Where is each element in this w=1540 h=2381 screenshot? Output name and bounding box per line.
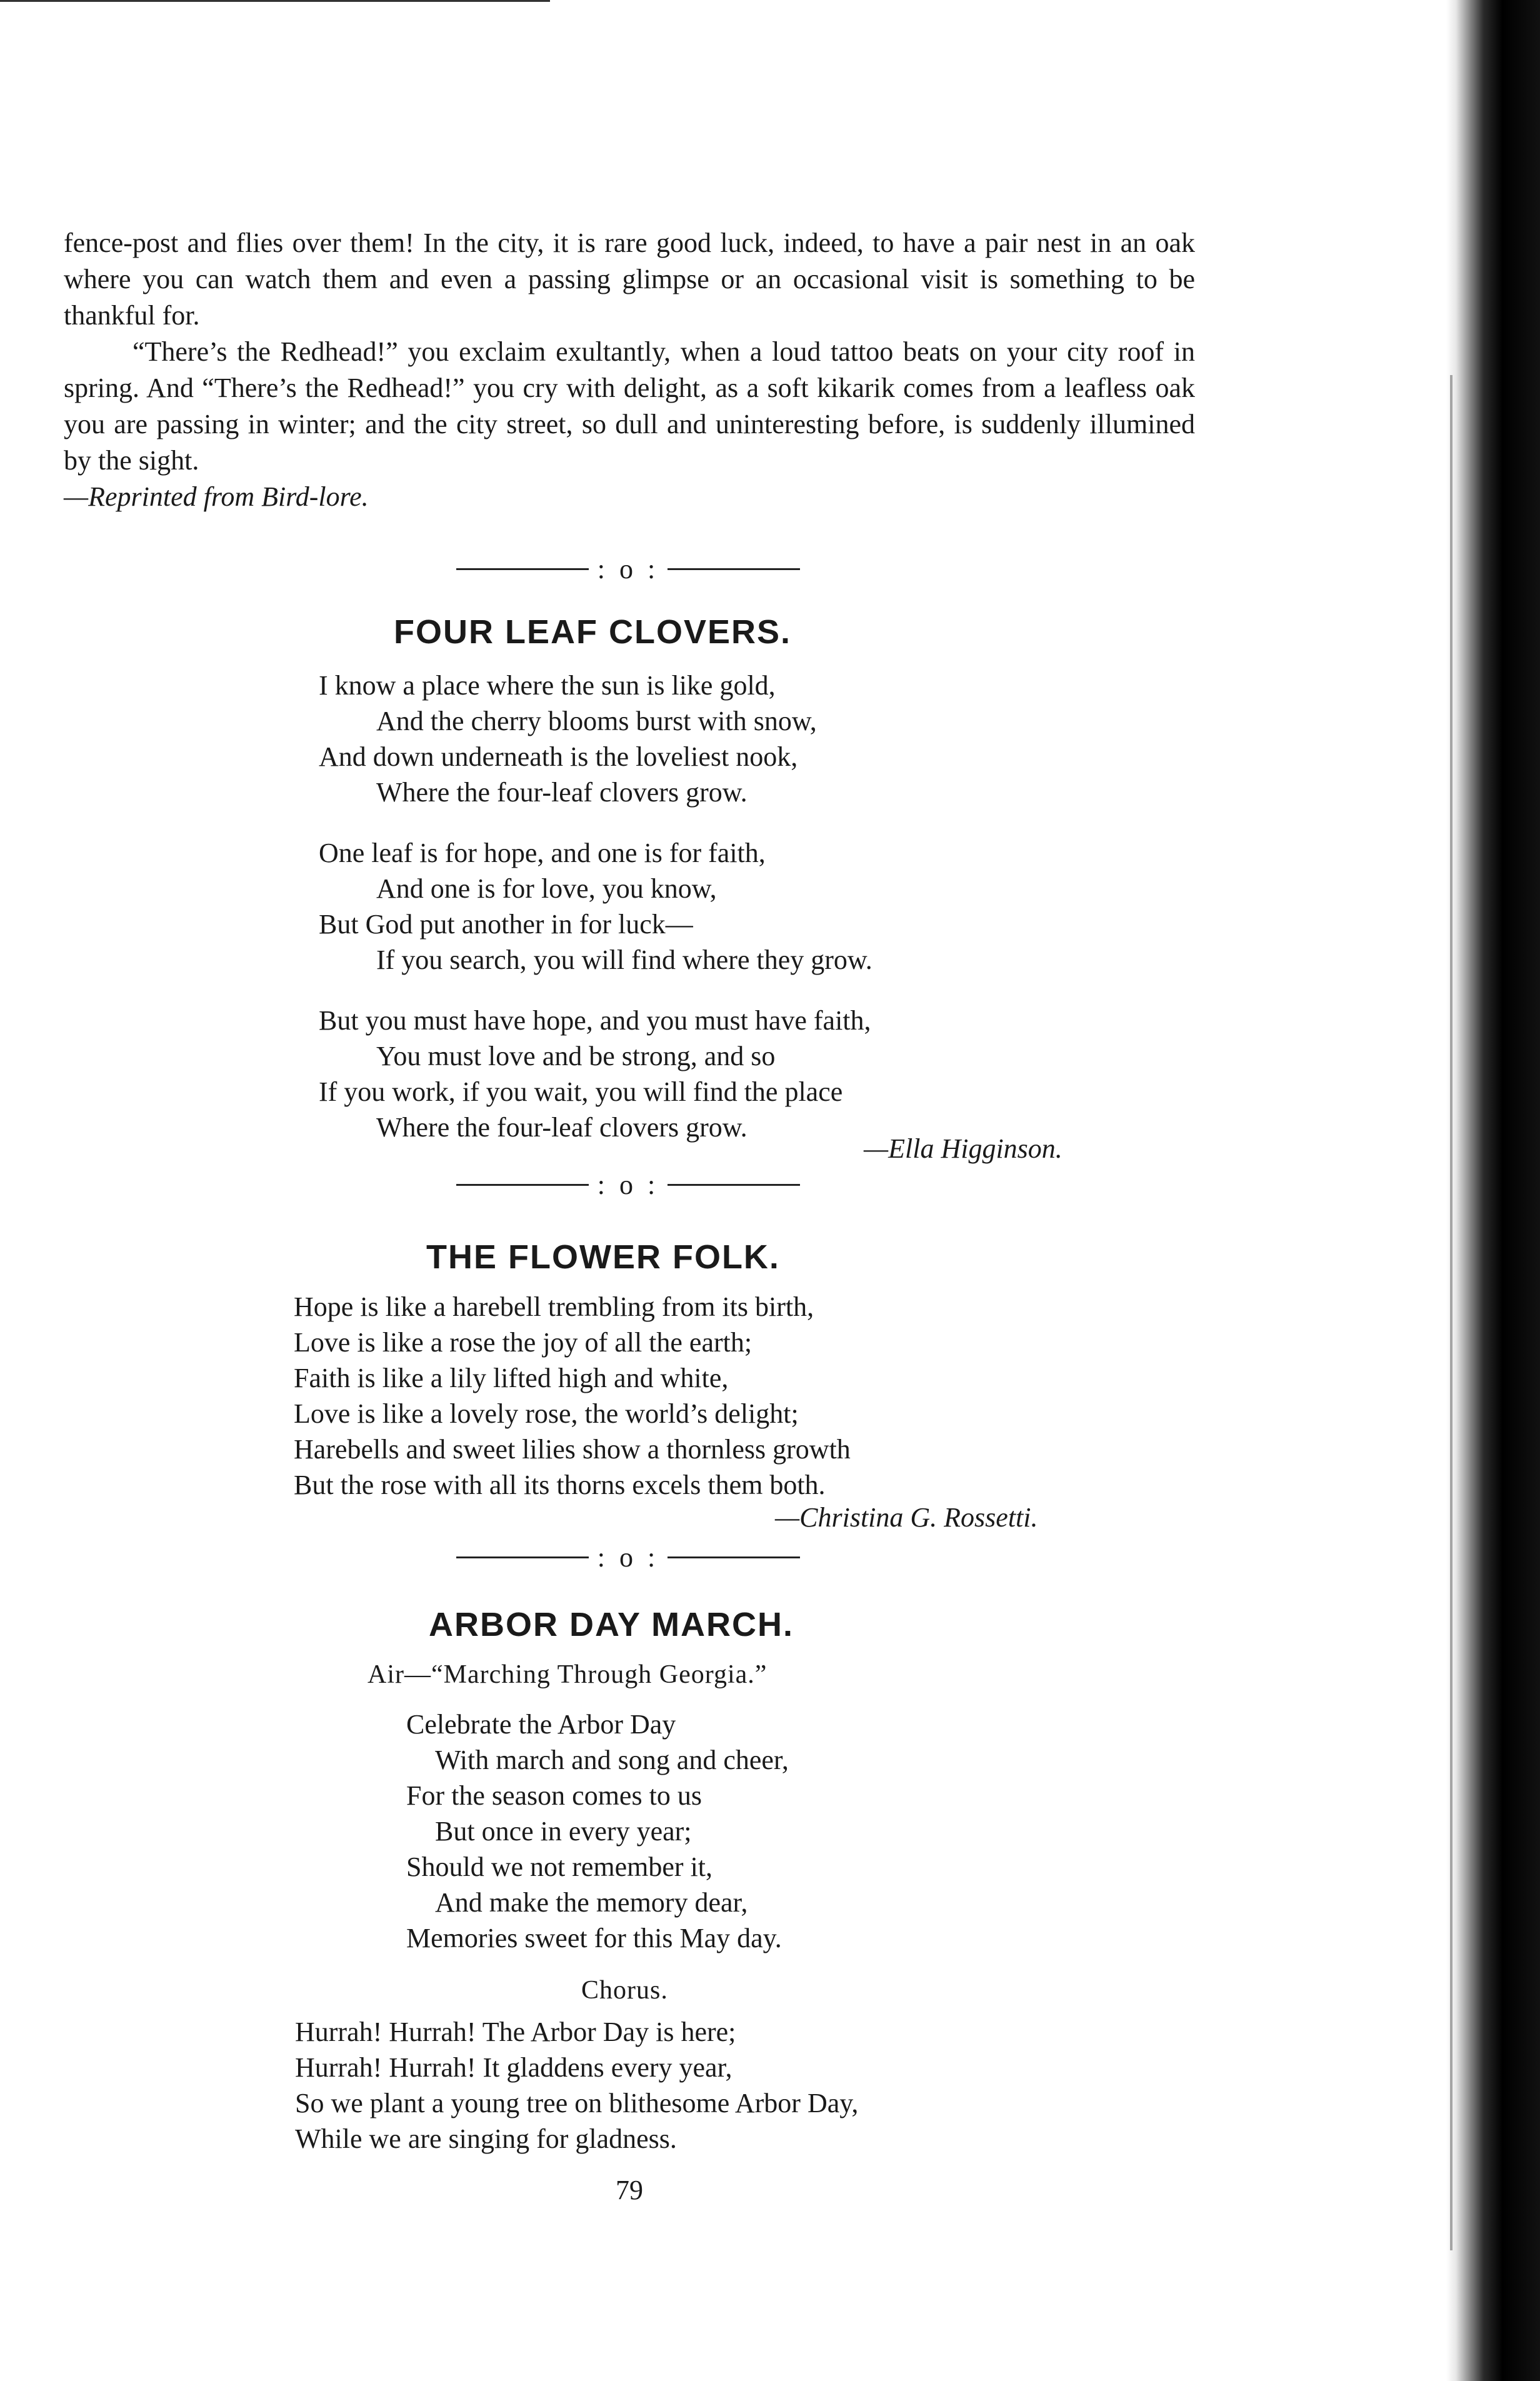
divider-mark: : o :: [597, 1169, 659, 1200]
poem-line: Hope is like a harebell trembling from its birth,: [294, 1291, 814, 1322]
poem-line: And the cherry blooms burst with snow,: [376, 706, 817, 736]
poem-line: Memories sweet for this May day.: [406, 1923, 782, 1953]
chorus-title: Chorus.: [581, 1976, 668, 2005]
poem-line: Harebells and sweet lilies show a thornless growth: [294, 1434, 851, 1465]
page-edge-line: [1450, 375, 1452, 2250]
poem-line: And down underneath is the loveliest nook,: [319, 741, 798, 772]
chorus-lines: [295, 2014, 858, 2157]
poem-line: I know a place where the sun is like gold,: [319, 670, 776, 701]
poem-line: You must love and be strong, and so: [376, 1041, 776, 1071]
divider-mark: : o :: [597, 553, 659, 584]
poem-line: But once in every year;: [435, 1816, 692, 1847]
poem-line: Hurrah! Hurrah! It gladdens every year,: [295, 2052, 732, 2083]
poem-line: For the season comes to us: [406, 1780, 702, 1811]
poem-line: But you must have hope, and you must have faith,: [319, 1005, 871, 1036]
poem-line: So we plant a young tree on blithesome Arbor Day,: [295, 2088, 859, 2118]
poem-line: Where the four-leaf clovers grow.: [376, 777, 748, 808]
poem-line: But God put another in for luck—: [319, 909, 693, 940]
poem-line: And make the memory dear,: [435, 1887, 748, 1918]
four-leaf-clovers-title: FOUR LEAF CLOVERS.: [394, 613, 792, 651]
poem-line: And one is for love, you know,: [376, 873, 717, 904]
poem-line: Hurrah! Hurrah! The Arbor Day is here;: [295, 2017, 736, 2047]
four-leaf-clovers-attribution: —Ella Higginson.: [864, 1133, 1062, 1164]
arbor-day-air: Air—“Marching Through Georgia.”: [368, 1660, 768, 1689]
prose-section: [64, 225, 1195, 515]
top-rule: [0, 0, 550, 2]
prose-paragraph-1: fence-post and flies over them! In the city, it is rare good luck, indeed, to have a pair nest in an oak where you can watch them and even a passing glimpse or an occasional visit is something to be thankful for.: [64, 228, 1195, 331]
poem-line: Should we not remember it,: [406, 1852, 713, 1882]
poem-line: But the rose with all its thorns excels them both.: [294, 1470, 826, 1500]
poem-line: With march and song and cheer,: [435, 1745, 789, 1775]
arbor-day-title: ARBOR DAY MARCH.: [429, 1606, 794, 1643]
poem-line: If you work, if you wait, you will find the place: [319, 1076, 843, 1107]
section-divider: [456, 1169, 800, 1200]
poem-line: Where the four-leaf clovers grow.: [376, 1112, 748, 1143]
prose-attribution: —Reprinted from Bird-lore.: [64, 481, 369, 512]
poem-line: One leaf is for hope, and one is for faith,: [319, 838, 766, 868]
poem-line: While we are singing for gladness.: [295, 2123, 677, 2154]
arbor-day-poem: [406, 1707, 789, 1956]
flower-folk-title: THE FLOWER FOLK.: [426, 1238, 780, 1276]
section-divider: [456, 1541, 800, 1573]
page-number: 79: [616, 2175, 643, 2205]
poem-line: Love is like a lovely rose, the world’s delight;: [294, 1398, 799, 1429]
flower-folk-attribution: —Christina G. Rossetti.: [775, 1502, 1038, 1533]
section-divider: [456, 553, 800, 584]
page-edge-shadow: [1446, 0, 1540, 2381]
four-leaf-clovers-poem: [319, 668, 872, 1145]
poem-line: Love is like a rose the joy of all the earth;: [294, 1327, 752, 1358]
poem-line: Celebrate the Arbor Day: [406, 1709, 676, 1740]
flower-folk-poem: [294, 1289, 851, 1503]
prose-paragraph-2: “There’s the Redhead!” you exclaim exultantly, when a loud tattoo beats on your city roof in spring. And “There’s the Redhead!” you cry with delight, as a soft kikarik comes from a leafless oak you are passing in winter; and the city street, so dull and uninteresting before, is suddenly illumined by the sight.: [64, 336, 1195, 476]
poem-line: Faith is like a lily lifted high and white,: [294, 1363, 729, 1393]
poem-line: If you search, you will find where they grow.: [376, 945, 872, 975]
divider-mark: : o :: [597, 1541, 659, 1573]
